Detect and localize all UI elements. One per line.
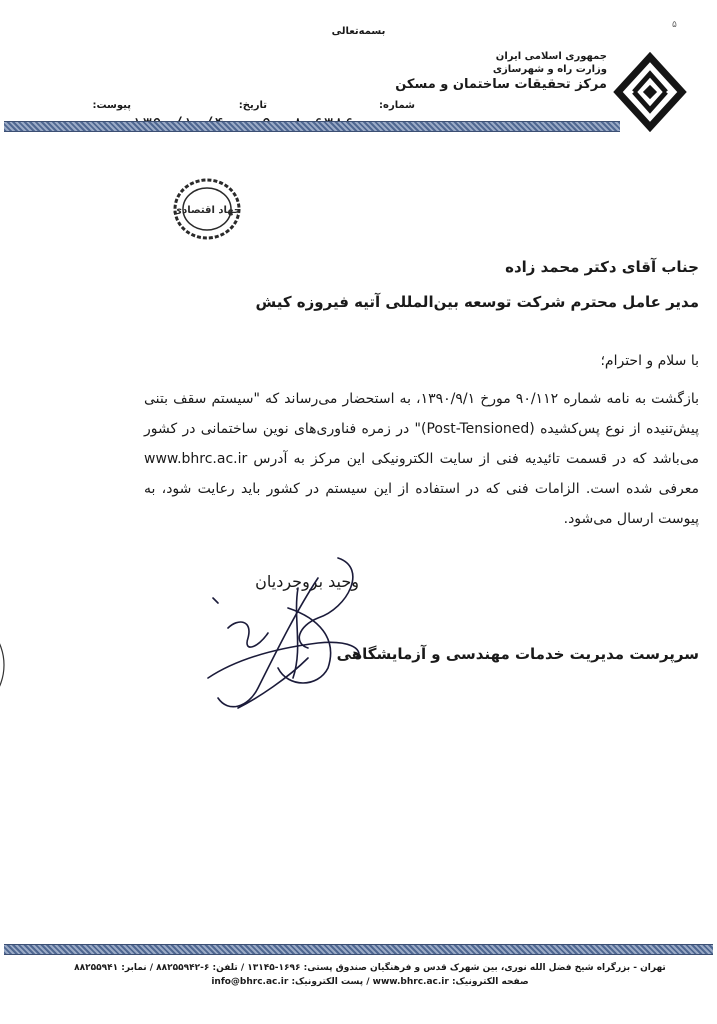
body-paragraph: بازگشت به نامه شماره ۹۰/۱۱۲ مورخ ۱۳۹۰/۹/۱، به استحضار می‌رساند که "سیستم سقف بتنی پیش‌تنیده از نوع پس‌کشیده (Post-Tensioned)" در زمره فناوری‌های نوین ساختمانی در کشور می‌باشد که در قسمت تائیدیه فنی از سایت الکترونیکی این مرکز به آدرس www.bhrc.ac.ir معرفی شده است. الزامات فنی که در استفاده از این سیستم در کشور باید رعایت شود، به پیوست ارسال می‌شود.: [144, 391, 700, 527]
letter-body: [144, 384, 699, 534]
bismillah-heading: بسمه‌تعالی: [331, 26, 386, 37]
stamp-seal-icon: [172, 176, 242, 242]
bhrc-logo-icon: [612, 52, 688, 132]
date-label: تاریخ:: [238, 100, 267, 111]
greeting: با سلام و احترام؛: [600, 353, 699, 369]
signer-name: وحید بروجردیان: [255, 572, 359, 591]
signer-title: سرپرست مدیریت خدمات مهندسی و آزمایشگاهی: [336, 645, 699, 663]
org-country: جمهوری اسلامی ایران: [495, 51, 607, 62]
attachment-label: پیوست:: [92, 100, 131, 111]
header-band: [4, 121, 620, 132]
recipient-title: مدیر عامل محترم شرکت توسعه بین‌المللی آتیه فیروزه کیش: [255, 293, 699, 311]
stamp-text: جهاد اقتصادی: [172, 205, 242, 216]
footer-address: تهران - بزرگراه شیخ فضل الله نوری، بین شهرک قدس و فرهنگیان صندوق پستی: ۱۶۹۶-۱۳۱۴۵ / تلفن: ۶-۸۸۲۵۵۹۴۲ / نمابر: ۸۸۲۵۵۹۴۱: [74, 963, 666, 973]
handwritten-signature: [198, 548, 378, 718]
organization-block: [395, 50, 607, 94]
page-mark: ۵: [672, 20, 677, 30]
footer-band: [4, 944, 713, 955]
org-ministry: وزارت راه و شهرسازی: [492, 64, 607, 75]
recipient-name: جناب آقای دکتر محمد زاده: [505, 258, 699, 276]
number-label: شماره:: [379, 100, 415, 111]
margin-punch-mark: [0, 630, 10, 700]
footer-web-contact: صفحه الکترونیک: www.bhrc.ac.ir / پست الکترونیک: info@bhrc.ac.ir: [211, 977, 529, 987]
org-center: مرکز تحقیقات ساختمان و مسکن: [395, 77, 607, 92]
